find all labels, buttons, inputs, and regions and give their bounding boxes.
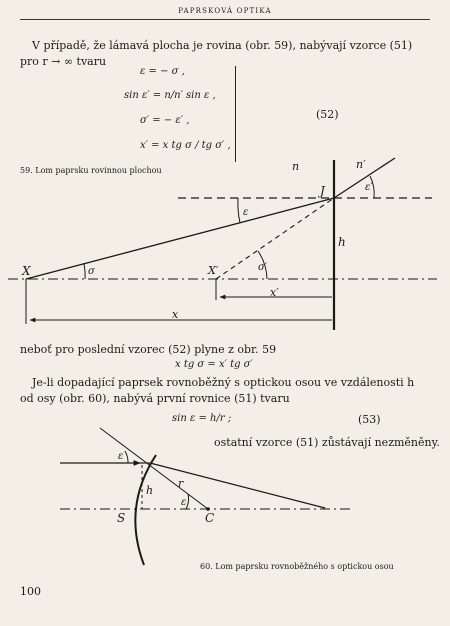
label-h: h <box>338 235 346 249</box>
equation-52-line-3: σ′ = − ε′ , <box>140 115 190 126</box>
equation-52-line-2: sin ε′ = n/n′ sin ε , <box>124 90 216 101</box>
spherical-surface <box>135 455 156 565</box>
equation-bracket <box>235 66 236 162</box>
incident-ray <box>26 198 334 279</box>
figure-60-diagram <box>0 420 450 570</box>
label-n: n <box>292 160 300 173</box>
paragraph-2: Je-li dopadající paprsek rovnoběžný s optickou osou ve vzdálenosti h od osy (obr. 60), nabývá první rovnice (51) tvaru <box>20 376 415 405</box>
figure-59-diagram <box>0 150 450 335</box>
label-n-prime: n′ <box>356 158 366 171</box>
text-after-figure-59: neboť pro poslední vzorec (52) plyne z obr. 59 <box>20 343 277 356</box>
label-x: x <box>172 308 179 321</box>
equation-52-line-1: ε = − σ , <box>140 66 185 77</box>
label-S: S <box>117 511 126 525</box>
header-rule <box>20 19 430 20</box>
equation-53-number: (53) <box>358 413 381 426</box>
formula-x-tg-sigma: x tg σ = x′ tg σ′ <box>175 359 253 370</box>
figure-60-caption: 60. Lom paprsku rovnoběžného s optickou osou <box>200 562 394 571</box>
note-text: ostatní vzorce (51) zůstávají nezměněny. <box>214 436 440 449</box>
figure-59-caption: 59. Lom paprsku rovinnou plochou <box>20 166 162 175</box>
virtual-ray <box>216 198 334 279</box>
epsilon-arc <box>238 198 240 223</box>
label-X-prime: X′ <box>208 264 219 277</box>
label-h-60: h <box>146 484 154 497</box>
label-r: r <box>178 477 184 490</box>
label-epsilon-top: ε <box>118 451 124 462</box>
equation-52-number: (52) <box>316 108 339 121</box>
label-x-prime: x′ <box>270 286 279 299</box>
label-C: C <box>205 511 215 525</box>
epsilon-arc-60 <box>186 494 189 509</box>
intro-paragraph: V případě, že lámavá plocha je rovina (obr. 59), nabývají vzorce (51) pro r → ∞ tvaru <box>20 39 413 68</box>
label-sigma-prime: σ′ <box>258 262 268 273</box>
equation-53: sin ε = h/r ; <box>172 413 232 424</box>
label-J: J <box>320 184 325 198</box>
label-sigma: σ <box>88 266 95 277</box>
label-epsilon-prime: ε′ <box>365 182 373 193</box>
equation-52-line-4: x′ = x tg σ / tg σ′ , <box>140 140 231 151</box>
normal-line <box>100 428 208 509</box>
sigma-arc <box>84 264 85 279</box>
label-X: X <box>22 264 31 278</box>
running-header: PAPRSKOVÁ OPTIKA <box>178 7 272 15</box>
epsilon-top-arc <box>125 451 128 463</box>
page-number: 100 <box>20 585 41 598</box>
label-epsilon-60: ε <box>181 497 187 508</box>
label-epsilon: ε <box>243 207 249 218</box>
